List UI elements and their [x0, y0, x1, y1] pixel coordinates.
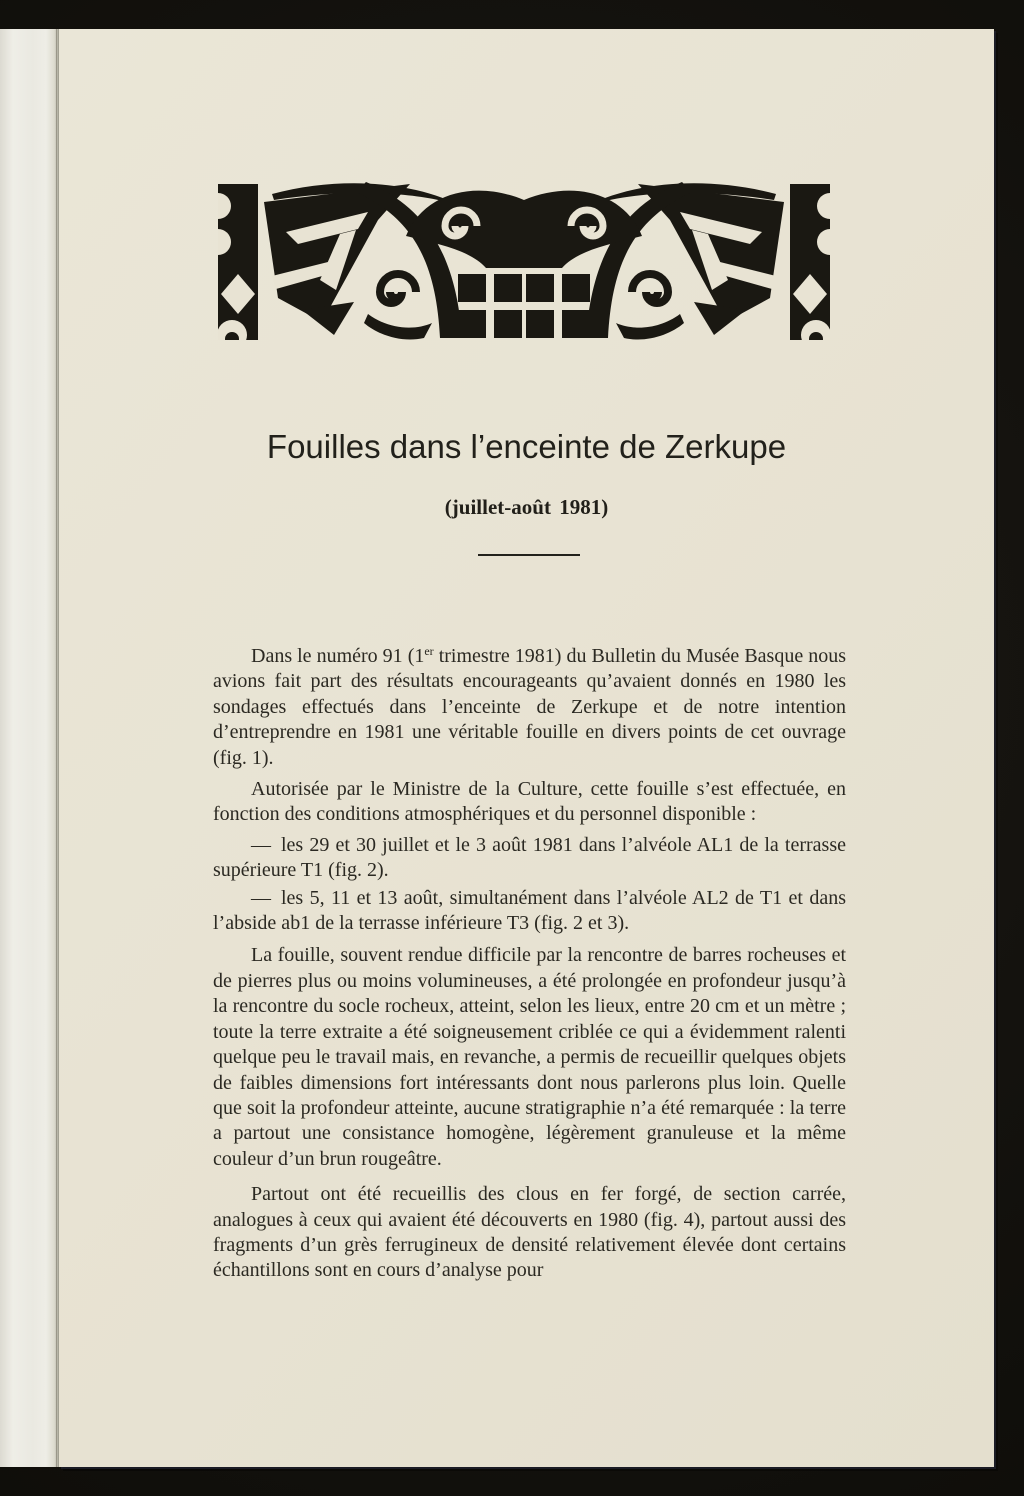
list-item-dates-1: — les 29 et 30 juillet et le 3 août 1981 dans l’alvéole AL1 de la terrasse supérieure T1 (fig. 2). [213, 833, 846, 882]
paragraph-findings: Partout ont été recueillis des clous en fer forgé, de section carrée, analogues à ceux qui avaient été découverts en 1980 (fig. 4), partout aussi des fragments d’un grès ferrugineux de densité relativement élevée dont certains échantillons sont en cours d’analyse pour [213, 1183, 846, 1282]
article-body [213, 644, 846, 1284]
article-title: Fouilles dans l’enceinte de Zerkupe [266, 428, 787, 465]
list-item-dates-2: — les 5, 11 et 13 août, simultanément dans l’alvéole AL2 de T1 et dans l’abside ab1 de la terrasse inférieure T3 (fig. 2 et 3). [213, 886, 846, 935]
basque-ornament-band [218, 172, 830, 340]
paragraph-excavation-details: La fouille, souvent rendue difficile par la rencontre de barres rocheuses et de pierres plus ou moins volumineuses, a été prolongée en profondeur jusqu’à la rencontre du socle rocheux, atteint, selon les lieux, entre 20 cm et un mètre ; toute la terre extraite a été soigneusement criblée ce qui a évidemment ralenti quelque peu le travail mais, en revanche, a permis de recueillir quelques objets de faibles dimensions fort intéressants dont nous parlerons plus loin. Quelle que soit la profondeur atteinte, aucune stratigraphie n’a été remarquée : la terre a partout une consistance homogène, légèrement granuleuse et la même couleur d’un brun rougeâtre. [213, 944, 846, 1170]
book-page-edges [0, 29, 59, 1467]
paragraph-intro [213, 644, 846, 771]
paragraph-authorization: Autorisée par le Ministre de la Culture, cette fouille s’est effectuée, en fonction des conditions atmosphériques et du personnel disponible : [213, 778, 846, 826]
paragraph-intro-post: trimestre 1981) du Bulletin du Musée Basque nous avions fait part des résultats encourageants qu’avaient donnés en 1980 les sondages effectués dans l’enceinte de Zerkupe et de notre intention d’entreprendre en 1981 une véritable fouille en divers points de cet ouvrage (fig. 1). [213, 645, 846, 769]
document-page [59, 29, 994, 1467]
ordinal-superscript: er [424, 644, 434, 658]
article-subtitle: (juillet-août 1981) [444, 495, 609, 519]
paragraph-intro-pre: Dans le numéro 91 (1 [251, 645, 425, 667]
separator-rule [478, 554, 580, 556]
basque-frieze-svg [218, 172, 830, 340]
